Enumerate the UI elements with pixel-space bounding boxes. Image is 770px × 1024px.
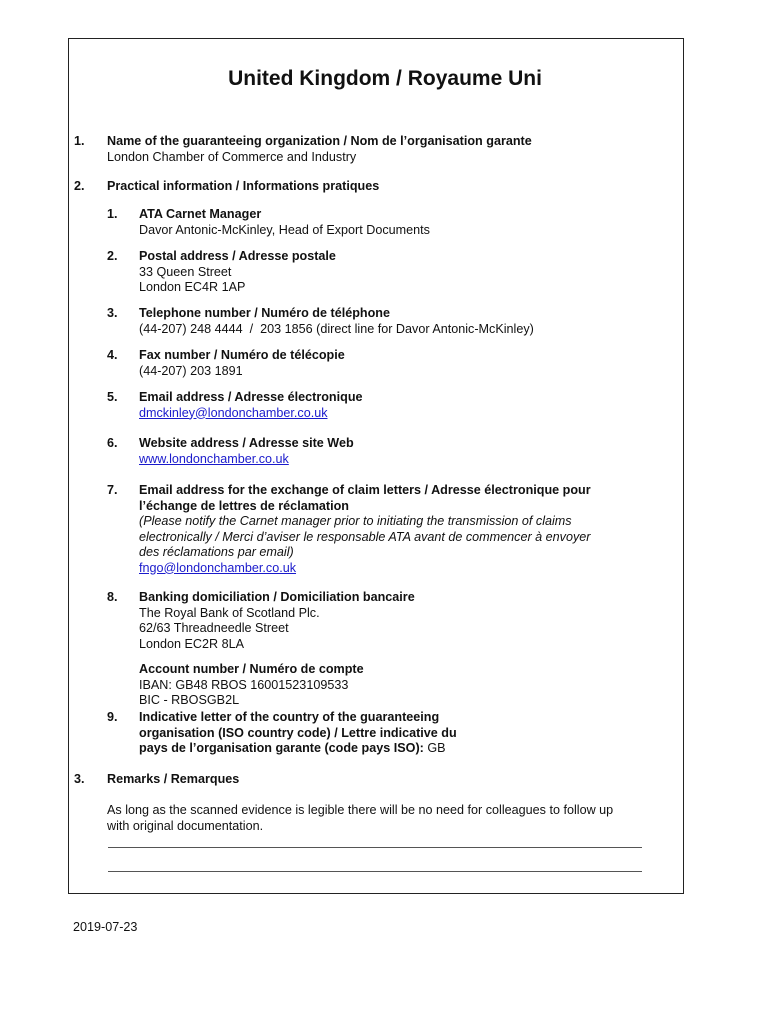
item-1-heading: ATA Carnet Manager <box>139 207 262 221</box>
item-banking <box>139 590 415 652</box>
item-2-heading: Postal address / Adresse postale <box>139 249 336 263</box>
item-telephone <box>139 306 534 337</box>
item-3-heading: Telephone number / Numéro de téléphone <box>139 306 390 320</box>
blank-line-2 <box>108 871 642 872</box>
document-date: 2019-07-23 <box>73 920 138 934</box>
remarks-line-1: As long as the scanned evidence is legible there will be no need for colleagues to follow up <box>107 803 614 817</box>
postal-line-2: London EC4R 1AP <box>139 280 246 294</box>
country-code: GB <box>427 741 446 755</box>
item-9-number: 9. <box>107 710 118 724</box>
remarks-line-2: with original documentation. <box>107 818 264 833</box>
item-9-heading-line-3: pays de l’organisation garante (code pays ISO): <box>139 741 424 755</box>
claim-note-line-3: des réclamations par email) <box>139 545 294 559</box>
bic-value: BIC - RBOSGB2L <box>139 693 240 707</box>
postal-line-1: 33 Queen Street <box>139 264 232 279</box>
account-details <box>139 662 364 709</box>
item-website <box>139 436 354 467</box>
claim-note-line-2: electronically / Merci d’aviser le responsable ATA avant de commencer à envoyer <box>139 529 591 544</box>
blank-line-1 <box>108 847 642 848</box>
bank-name: The Royal Bank of Scotland Plc. <box>139 605 320 620</box>
item-5-number: 5. <box>107 390 118 404</box>
item-5-heading: Email address / Adresse électronique <box>139 390 363 404</box>
bank-city: London EC2R 8LA <box>139 636 245 651</box>
item-4-heading: Fax number / Numéro de télécopie <box>139 348 345 362</box>
section-2-heading: Practical information / Informations pratiques <box>107 179 380 193</box>
remarks-text <box>107 803 613 834</box>
item-6-number: 6. <box>107 436 118 450</box>
section-1-heading: Name of the guaranteeing organization / Nom de l’organisation garante <box>107 134 532 148</box>
item-8-heading: Banking domiciliation / Domiciliation bancaire <box>139 590 415 604</box>
item-7-number: 7. <box>107 483 118 497</box>
section-1-number: 1. <box>74 134 85 148</box>
account-heading: Account number / Numéro de compte <box>139 662 364 676</box>
page-title: United Kingdom / Royaume Uni <box>228 67 542 90</box>
iban-value: IBAN: GB48 RBOS 16001523109533 <box>139 677 349 692</box>
item-2-number: 2. <box>107 249 118 263</box>
email-link[interactable]: dmckinley@londonchamber.co.uk <box>139 405 328 420</box>
item-9-heading-line-1: Indicative letter of the country of the guaranteeing <box>139 710 440 724</box>
item-country-code <box>139 710 457 757</box>
item-8-number: 8. <box>107 590 118 604</box>
item-9-heading-line-2: organisation (ISO country code) / Lettre indicative du <box>139 725 457 740</box>
item-postal-address <box>139 249 336 296</box>
item-7-heading-line-2: l’échange de lettres de réclamation <box>139 498 349 513</box>
manager-name: Davor Antonic-McKinley, Head of Export Documents <box>139 222 430 237</box>
item-carnet-manager <box>139 207 430 238</box>
website-link[interactable]: www.londonchamber.co.uk <box>139 451 289 466</box>
telephone-value: (44-207) 248 4444 / 203 1856 (direct line for Davor Antonic-McKinley) <box>139 321 534 336</box>
item-email <box>139 390 363 421</box>
bank-street: 62/63 Threadneedle Street <box>139 621 289 635</box>
claim-note-line-1: (Please notify the Carnet manager prior to initiating the transmission of claims <box>139 514 572 528</box>
fax-value: (44-207) 203 1891 <box>139 363 243 378</box>
organization-name: London Chamber of Commerce and Industry <box>107 149 357 164</box>
section-2-number: 2. <box>74 179 85 193</box>
section-3-heading: Remarks / Remarques <box>107 772 240 786</box>
item-1-number: 1. <box>107 207 118 221</box>
item-3-number: 3. <box>107 306 118 320</box>
section-3-number: 3. <box>74 772 85 786</box>
claim-email-link[interactable]: fngo@londonchamber.co.uk <box>139 560 297 575</box>
section-1 <box>107 134 532 165</box>
item-4-number: 4. <box>107 348 118 362</box>
item-7-heading-line-1: Email address for the exchange of claim letters / Adresse électronique pour <box>139 483 591 497</box>
item-6-heading: Website address / Adresse site Web <box>139 436 354 450</box>
item-fax <box>139 348 345 379</box>
item-claim-email <box>139 483 591 576</box>
